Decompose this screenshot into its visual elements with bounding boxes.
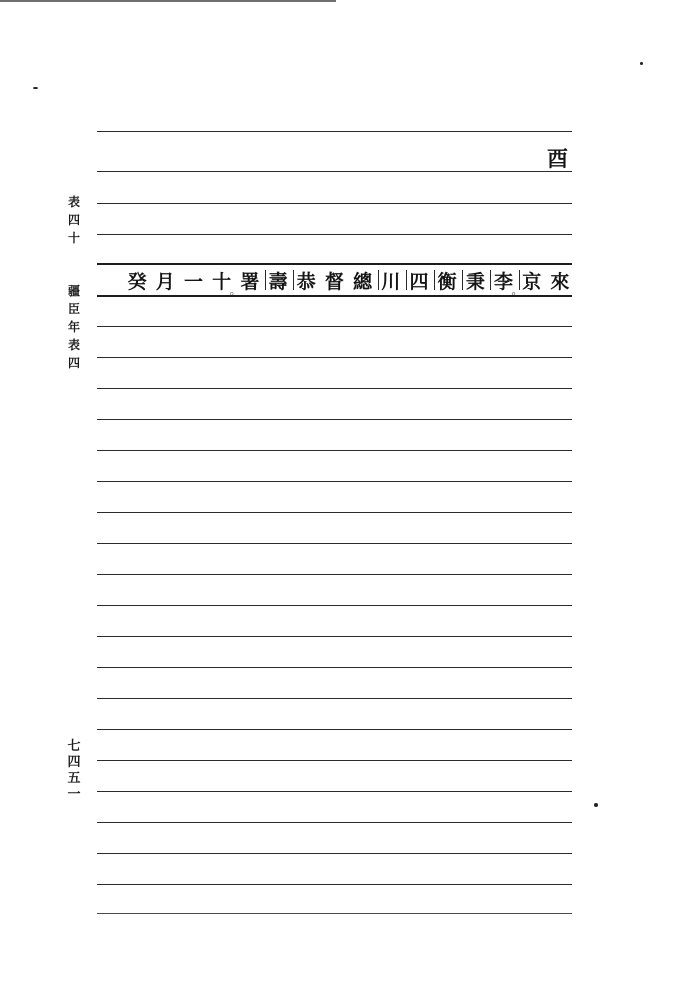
entry-char: 月 xyxy=(155,270,175,293)
table-rule xyxy=(97,729,572,730)
scan-speck xyxy=(640,62,643,65)
table-rule xyxy=(97,822,572,823)
page-number xyxy=(67,740,81,804)
column-header: 酉 xyxy=(547,146,569,171)
table-rule xyxy=(97,884,572,885)
side-title-bottom xyxy=(67,284,81,374)
table-rule xyxy=(97,131,572,132)
table-rule xyxy=(97,760,572,761)
table-rule xyxy=(97,263,572,265)
table-rule xyxy=(97,234,572,235)
side-title-char: 表 xyxy=(67,195,80,209)
side-title-char: 十 xyxy=(67,231,80,245)
page-number-char: 七 xyxy=(67,739,81,754)
entry-char: 督 xyxy=(324,270,344,293)
entry-char: 衡 xyxy=(433,267,461,294)
entry-char: 一 xyxy=(183,270,203,293)
table-rule xyxy=(97,913,572,914)
entry-char: 署 。 xyxy=(236,267,264,294)
entry-char: 恭 xyxy=(292,267,320,294)
table-rule xyxy=(97,667,572,668)
table-rule xyxy=(97,605,572,606)
table-rule xyxy=(97,512,572,513)
table-rule xyxy=(97,698,572,699)
entry-char: 十 xyxy=(212,270,232,293)
table-rule xyxy=(97,450,572,451)
entry-char: 京 。 xyxy=(518,267,546,294)
table-rule xyxy=(97,853,572,854)
table-rule xyxy=(97,574,572,575)
top-edge-line xyxy=(0,0,336,2)
table-rule xyxy=(97,791,572,792)
entry-char: 秉 xyxy=(461,267,489,294)
table-rule xyxy=(97,543,572,544)
side-title-char: 表 xyxy=(67,338,80,352)
side-title-char: 疆 xyxy=(67,284,80,298)
side-title-char: 臣 xyxy=(67,302,80,316)
table-rule xyxy=(97,388,572,389)
scan-speck xyxy=(594,803,598,807)
entry-char: 李 xyxy=(489,267,517,294)
table-rule xyxy=(97,419,572,420)
entry-char: 來 xyxy=(550,270,570,293)
entry-char: 四 xyxy=(405,267,433,294)
table-rule xyxy=(97,171,572,172)
entry-char: 癸 xyxy=(127,270,147,293)
table-rule xyxy=(97,203,572,204)
page-number-char: 一 xyxy=(67,787,81,802)
table-rule xyxy=(97,357,572,358)
page-number-char: 四 xyxy=(67,755,81,770)
side-title-top xyxy=(67,195,81,249)
scan-speck xyxy=(33,87,38,89)
table-rule xyxy=(97,295,572,297)
entry-char: 川 xyxy=(377,267,405,294)
side-title-char: 年 xyxy=(67,320,80,334)
table-rule xyxy=(97,481,572,482)
table-rule xyxy=(97,636,572,637)
entry-row xyxy=(99,266,574,294)
side-title-char: 四 xyxy=(67,356,80,370)
entry-char: 總 xyxy=(353,270,373,293)
side-title-char: 四 xyxy=(67,213,80,227)
entry-char: 壽 xyxy=(264,267,292,294)
page-number-char: 五 xyxy=(67,771,81,786)
table-rule xyxy=(97,326,572,327)
